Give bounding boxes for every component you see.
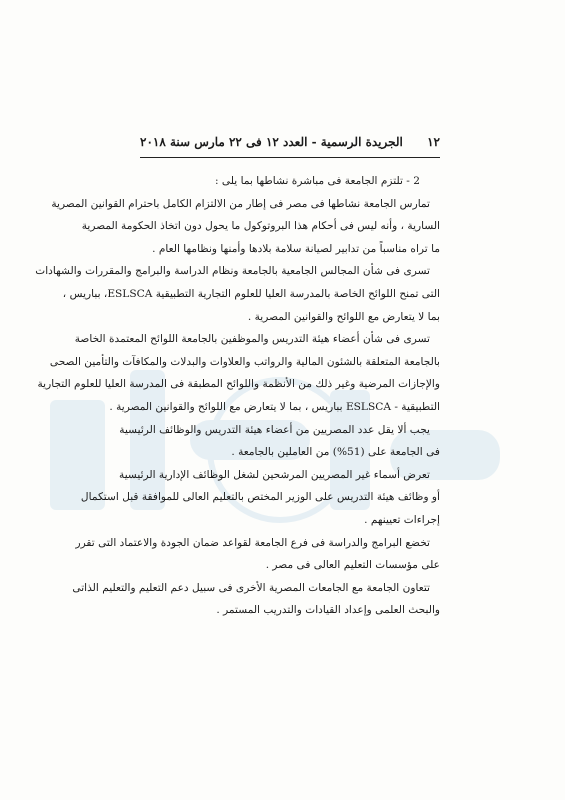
text-line: يجب ألا يقل عدد المصريين من أعضاء هيئة التدريس والوظائف الرئيسية <box>119 423 430 436</box>
text-line: التى تمنح اللوائح الخاصة بالمدرسة العليا للعلوم التجارية التطبيقية ESLSCA، بباريس ، <box>62 287 440 300</box>
text-line: تسرى فى شأن أعضاء هيئة التدريس والموظفين بالجامعة اللوائح المعتمدة الخاصة <box>74 333 430 346</box>
text-line: على مؤسسات التعليم العالى فى مصر . <box>265 559 440 572</box>
text-line: تمارس الجامعة نشاطها فى مصر فى إطار من الالتزام الكامل باحترام القوانين المصرية <box>51 197 430 210</box>
text-line: التطبيقية - ESLSCA بباريس ، بما لا يتعارض مع اللوائح والقوانين المصرية . <box>109 400 440 413</box>
text-line: أو وظائف هيئة التدريس على الوزير المختص بالتعليم العالى للموافقة قبل استكمال <box>80 491 440 504</box>
text-line: والإجازات المرضية وغير ذلك من الأنظمة واللوائح المطبقة فى المدرسة العليا للعلوم التجارية <box>37 378 440 391</box>
text-line: تتعاون الجامعة مع الجامعات المصرية الأخرى فى سبيل دعم التعليم والتعليم الذاتى <box>72 581 430 594</box>
text-line: والبحث العلمى وإعداد القيادات والتدريب المستمر . <box>216 604 440 617</box>
text-line: تعرض أسماء غير المصريين المرشحين لشغل الوظائف الإدارية الرئيسية <box>119 468 430 481</box>
page-header <box>140 130 440 154</box>
text-line: السارية ، وأنه ليس فى أحكام هذا البروتوكول ما يحول دون اتخاذ الحكومة المصرية <box>81 220 440 233</box>
text-line: ما تراه مناسباً من تدابير لصيانة سلامة بلادها وأمنها ونظامها العام . <box>152 242 440 255</box>
text-line: بما لا يتعارض مع اللوائح والقوانين المصرية . <box>247 310 440 323</box>
page-number: ١٢ <box>427 135 440 149</box>
header-divider <box>140 157 440 158</box>
text-line: فى الجامعة على (51%) من العاملين بالجامعة . <box>231 446 440 459</box>
text-line: 2 - تلتزم الجامعة فى مباشرة نشاطها بما يلى : <box>215 175 420 187</box>
document-body <box>35 170 440 622</box>
text-line: تسرى فى شأن المجالس الجامعية بالجامعة ونظام الدراسة والبرامج والمقررات والشهادات <box>35 265 430 278</box>
text-line: إجراءات تعيينهم . <box>364 513 440 526</box>
text-line: بالجامعة المتعلقة بالشئون المالية والرواتب والعلاوات والبدلات والمكافآت والتأمين الصحى <box>49 355 440 368</box>
gazette-title: الجريدة الرسمية - العدد ١٢ فى ٢٢ مارس سنة ٢٠١٨ <box>140 135 403 149</box>
text-line: تخضع البرامج والدراسة فى فرع الجامعة لقواعد ضمان الجودة والاعتماد التى تقرر <box>75 536 430 549</box>
